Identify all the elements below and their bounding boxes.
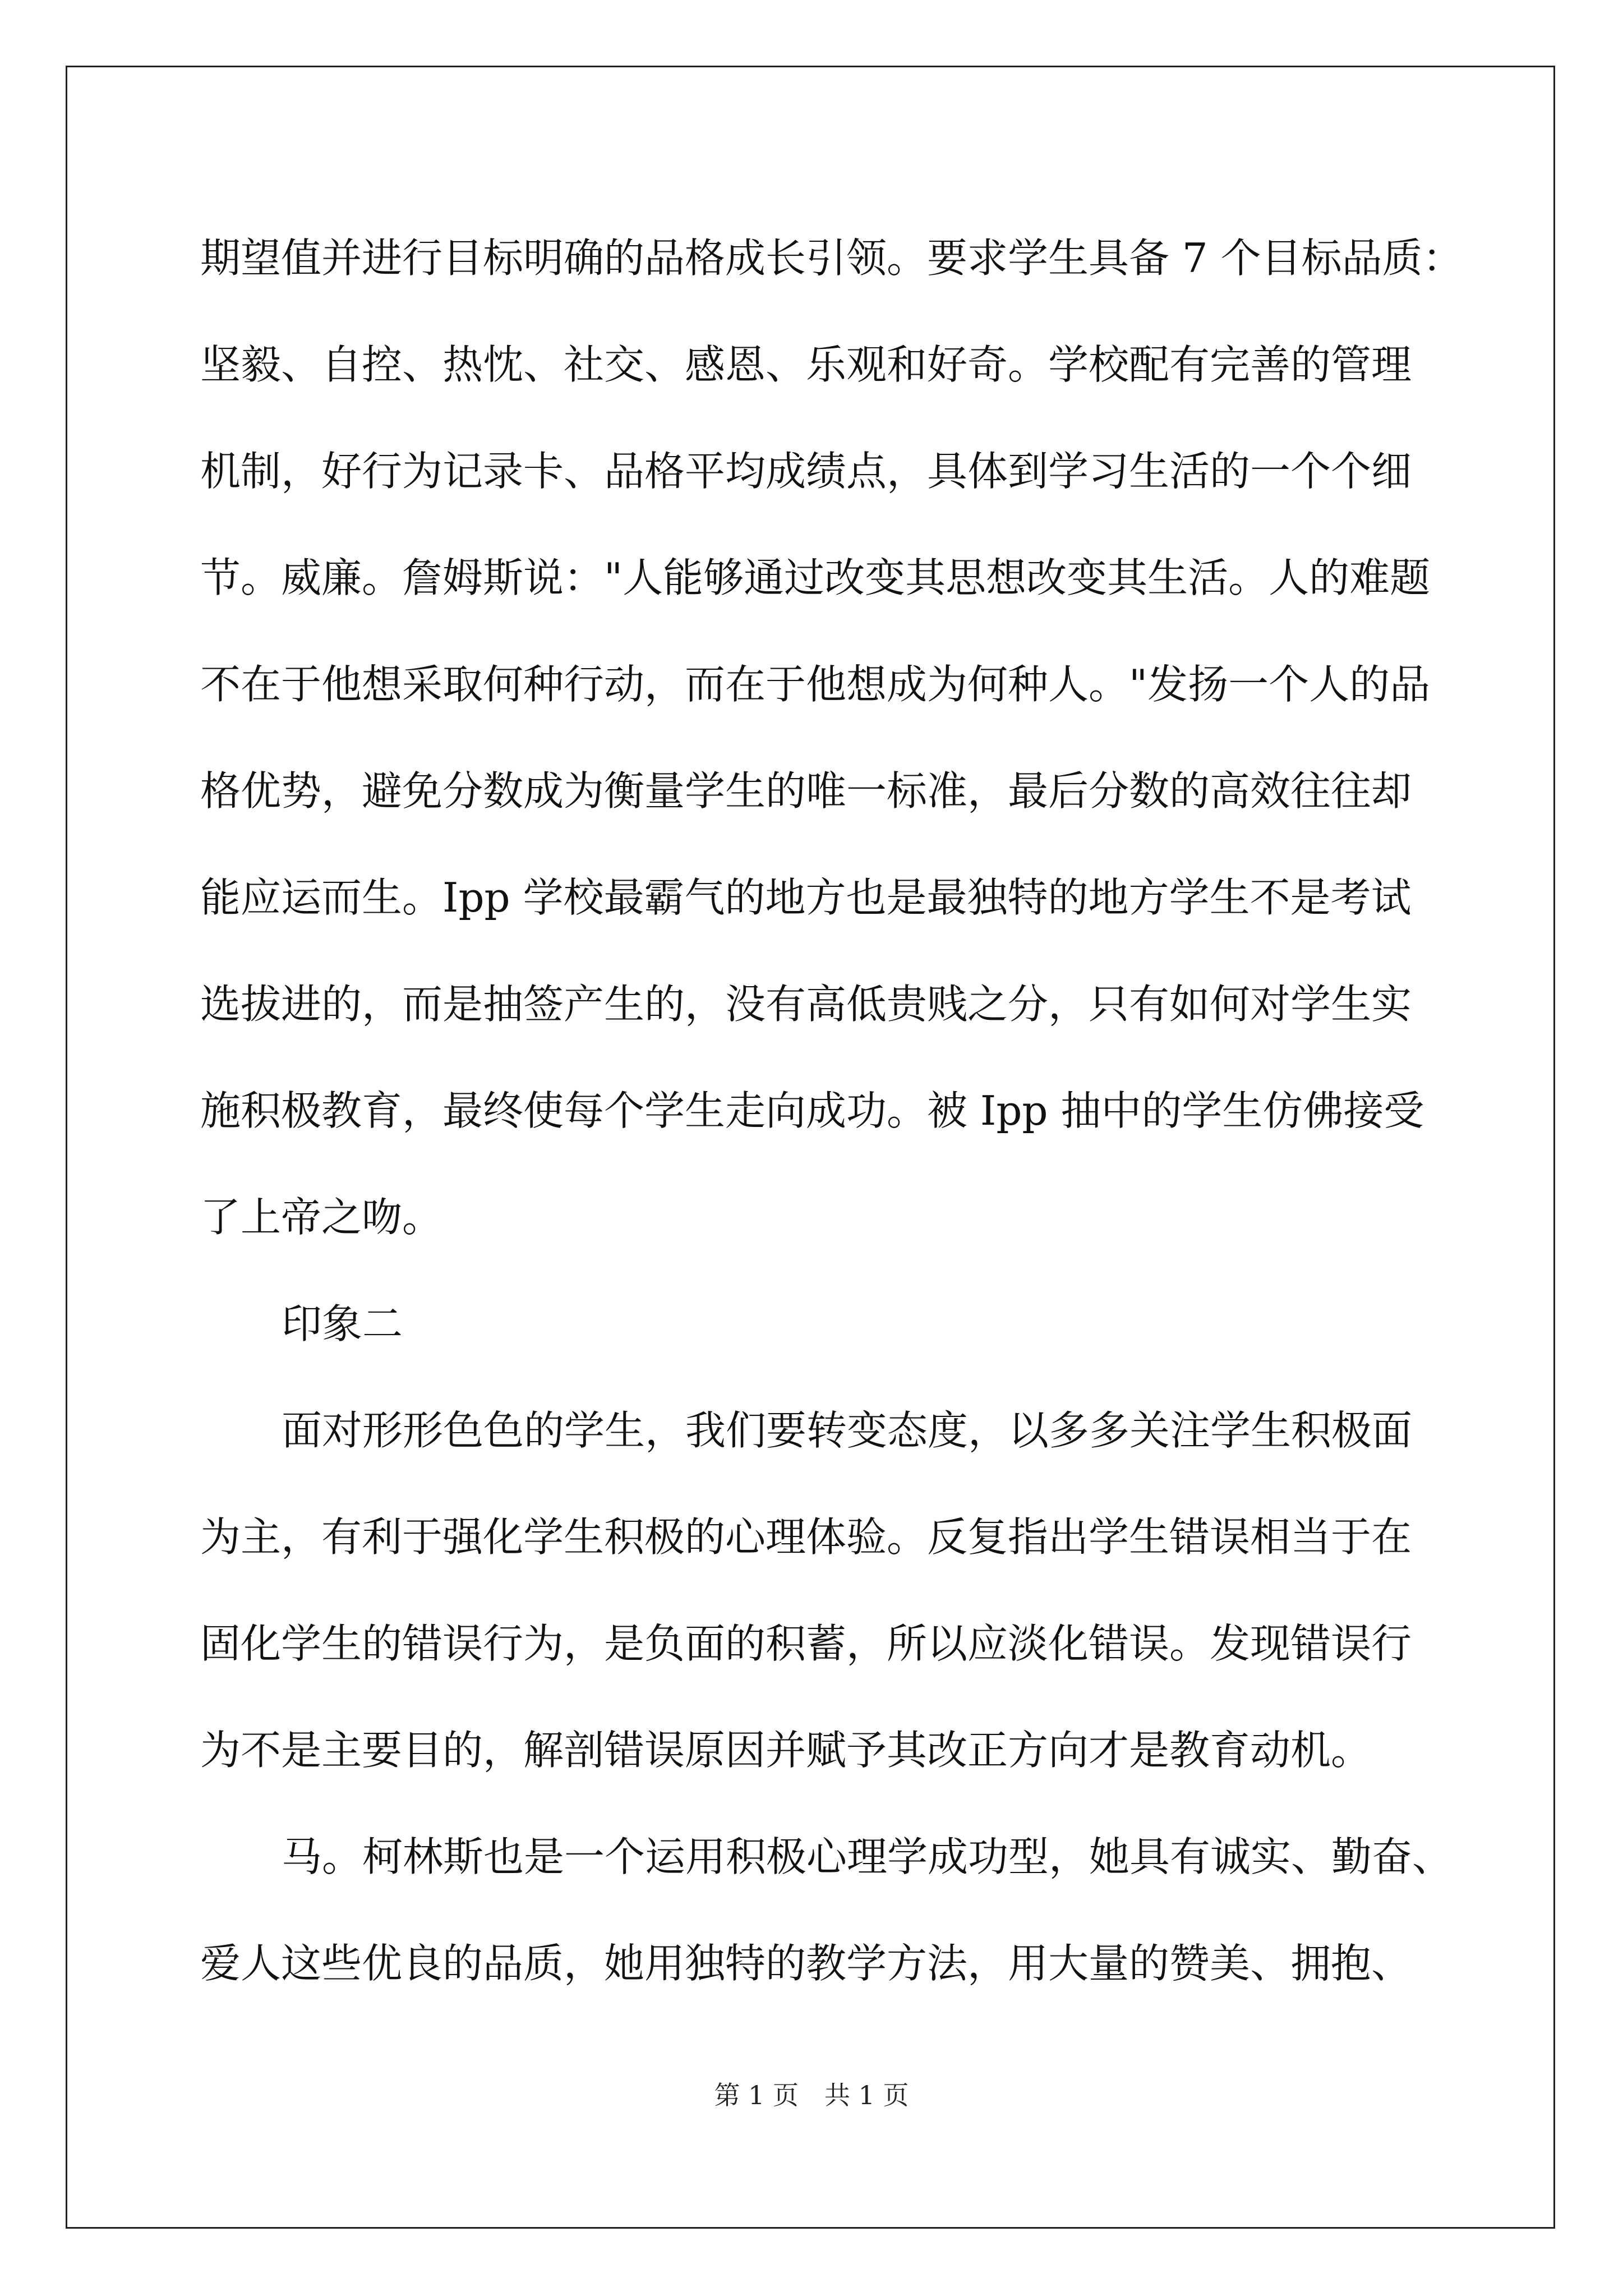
text-line: 为主，有利于强化学生积极的心理体验。反复指出学生错误相当于在: [200, 1513, 1412, 1561]
text-line: 格优势，避免分数成为衡量学生的唯一标准，最后分数的高效往往却: [200, 767, 1412, 815]
text-line: 期望值并进行目标明确的品格成长引领。要求学生具备 7 个目标品质：: [200, 234, 1463, 282]
text-line: 选拔进的，而是抽签产生的，没有高低贵贱之分，只有如何对学生实: [200, 981, 1412, 1028]
text-line: 固化学生的错误行为，是负面的积蓄，所以应淡化错误。发现错误行: [200, 1620, 1412, 1667]
section-heading: 印象二: [282, 1300, 403, 1347]
page-number: 第 1 页 共 1 页: [714, 2080, 909, 2110]
text-line: 面对形形色色的学生，我们要转变态度，以多多关注学生积极面: [282, 1407, 1413, 1454]
text-line: 机制，好行为记录卡、品格平均成绩点，具体到学习生活的一个个细: [200, 448, 1412, 495]
text-line: 为不是主要目的，解剖错误原因并赋予其改正方向才是教育动机。: [200, 1727, 1372, 1774]
text-line: 能应运而生。Ipp 学校最霸气的地方也是最独特的地方学生不是考试: [200, 874, 1412, 921]
text-line: 马。柯林斯也是一个运用积极心理学成功型，她具有诚实、勤奋、: [282, 1833, 1453, 1880]
text-line: 不在于他想采取何种行动，而在于他想成为何种人。"发扬一个人的品: [200, 661, 1431, 708]
text-line: 爱人这些优良的品质，她用独特的教学方法，用大量的赞美、拥抱、: [200, 1940, 1412, 1987]
text-line: 坚毅、自控、热忱、社交、感恩、乐观和好奇。学校配有完善的管理: [200, 341, 1412, 388]
text-line: 施积极教育，最终使每个学生走向成功。被 Ipp 抽中的学生仿佛接受: [200, 1087, 1424, 1134]
text-line: 节。威廉。詹姆斯说："人能够通过改变其思想改变其生活。人的难题: [200, 554, 1431, 601]
document-body: [200, 205, 1463, 2017]
text-line: 了上帝之吻。: [200, 1194, 443, 1241]
